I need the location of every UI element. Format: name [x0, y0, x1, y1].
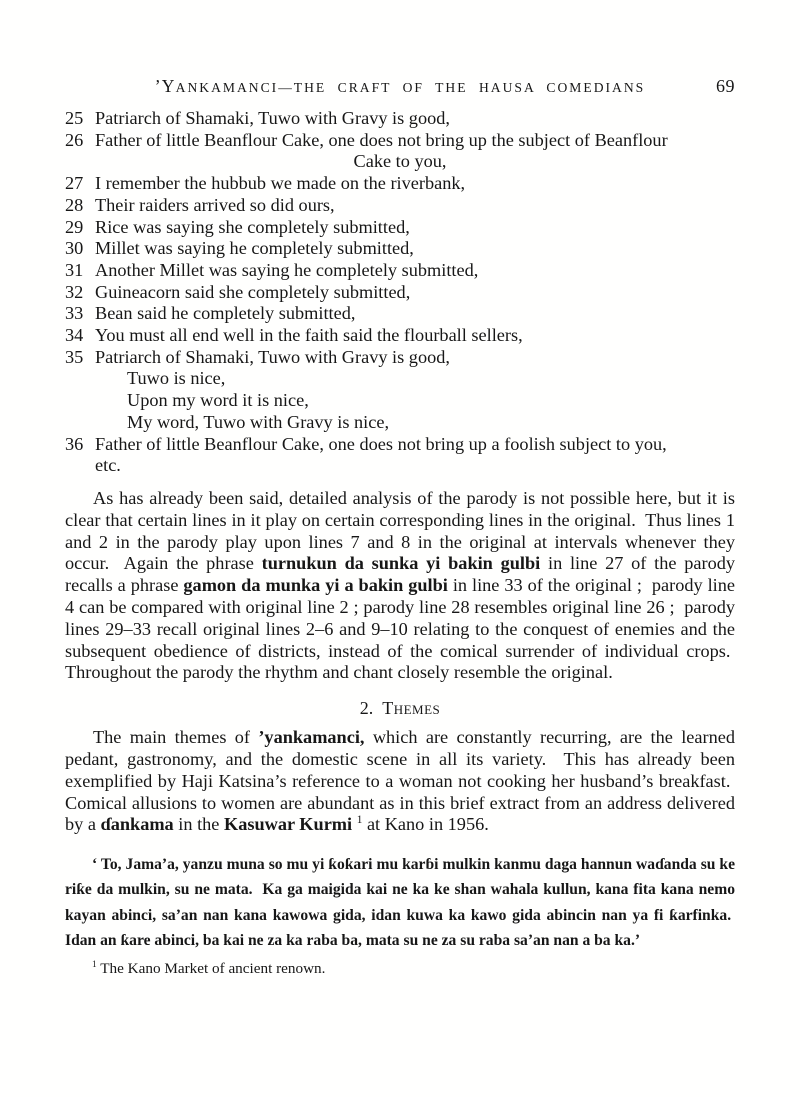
verse-line-number: 36	[65, 433, 84, 454]
verse-line: My word, Tuwo with Gravy is nice,	[127, 411, 390, 432]
verse-line-text: Father of little Beanflour Cake, one does not bring up a foolish subject to you,	[95, 433, 667, 454]
verse-line-text: Father of little Beanflour Cake, one does not bring up the subject of Beanflour	[95, 129, 668, 150]
verse-line	[65, 325, 735, 347]
verse-line	[65, 108, 735, 130]
verse-line-text: Guineacorn said she completely submitted,	[95, 281, 411, 302]
verse-line-number: 35	[65, 346, 84, 367]
verse-line	[65, 195, 735, 217]
hausa-quote: ‘ To, Jama’a, yanzu muna so mu yi ƙoƙari mu karɓi mulkin kanmu daga hannun waɗanda su ke riƙe da mulkin, su ne mata. Ka ga maigida kai ne ka ke shan wahala kullun, kana fita kana nemo kayan abinci, sa’an nan kana kawowa gida, idan kuwa ka kawo gida abincin nan ya fi ƙarfinka. Idan an ƙare abinci, ba kai ne za ka raba ba, mata su ne za su raba sa’an nan a ba ka.’	[65, 856, 735, 949]
verse-line	[65, 173, 735, 195]
footnote	[65, 960, 735, 978]
verse-line-number: 29	[65, 216, 84, 237]
verse-line-number: 32	[65, 281, 84, 302]
verse-line-text: Patriarch of Shamaki, Tuwo with Gravy is good,	[95, 346, 450, 367]
verse-line: etc.	[95, 455, 121, 476]
verse-line: Upon my word it is nice,	[127, 390, 309, 411]
verse-line-number: 27	[65, 173, 84, 194]
paragraph-analysis: As has already been said, detailed analysis of the parody is not possible here, but it is clear that certain lines in it play on certain corresponding lines in the original. Thus lines 1 and 2 in the parody play upon lines 7 and 8 in the original at intervals whenever they occur. Again the phrase turnukun da sunka yi bakin gulbi in line 27 of the parody recalls a phrase gamon da munka yi a bakin gulbi in line 33 of the original ; parody line 4 can be compared with original line 2 ; parody line 28 resembles original line 26 ; parody lines 29–33 recall original lines 2–6 and 9–10 relating to the conquest of enemies and the subsequent obedience of districts, instead of the comical surrender of individual crops. Throughout the parody the rhythm and chant closely resemble the original.	[65, 487, 736, 683]
verse-line-number: 28	[65, 194, 84, 215]
verse-line: Cake to you,	[353, 151, 447, 172]
verse-line: Tuwo is nice,	[127, 368, 226, 389]
verse-line-text: Patriarch of Shamaki, Tuwo with Gravy is good,	[95, 108, 450, 128]
paragraph-themes: The main themes of ’yankamanci, which are constantly recurring, are the learned pedant, gastronomy, and the domestic scene in all its variety. This has already been exemplified by Haji Katsina’s reference to a woman not cooking her husband’s breakfast. Comical allusions to women are abundant as in this brief extract from an address delivered by a ɗankama in the Kasuwar Kurmi $^1$ at Kano in 1956.	[65, 727, 735, 835]
verse-line	[65, 260, 735, 282]
verse-line-text: Millet was saying he completely submitted,	[95, 238, 414, 259]
verse-line	[65, 130, 735, 152]
footnote-text: The Kano Market of ancient renown.	[100, 959, 326, 977]
verse-line	[65, 217, 735, 239]
verse-line-text: Another Millet was saying he completely submitted,	[95, 259, 479, 280]
verse-line-text: Their raiders arrived so did ours,	[95, 194, 335, 215]
section-heading: 2. Themes	[359, 698, 441, 719]
verse-line-number: 33	[65, 303, 84, 324]
verse-line-number: 30	[65, 238, 84, 259]
page-number: 69	[716, 76, 735, 96]
verse-line	[65, 434, 735, 456]
page-header	[65, 76, 735, 96]
verse-line-number: 25	[65, 108, 84, 128]
verse-line-text: I remember the hubbub we made on the riverbank,	[95, 173, 466, 194]
verse-line	[65, 282, 735, 304]
verse-line	[65, 238, 735, 260]
verse-line-number: 31	[65, 259, 84, 280]
verse-line-number: 34	[65, 325, 84, 346]
footnote-marker: 1	[92, 959, 97, 970]
verse-line-number: 26	[65, 129, 84, 150]
verse-line	[65, 303, 735, 325]
verse-line-text: You must all end well in the faith said the flourball sellers,	[95, 325, 523, 346]
running-title: ’YANKAMANCI—THE CRAFT OF THE HAUSA COMEDIANS	[154, 76, 646, 96]
verse-block	[65, 108, 735, 477]
verse-line-text: Rice was saying she completely submitted,	[95, 216, 410, 237]
verse-line-text: Bean said he completely submitted,	[95, 303, 356, 324]
verse-line	[65, 347, 735, 369]
